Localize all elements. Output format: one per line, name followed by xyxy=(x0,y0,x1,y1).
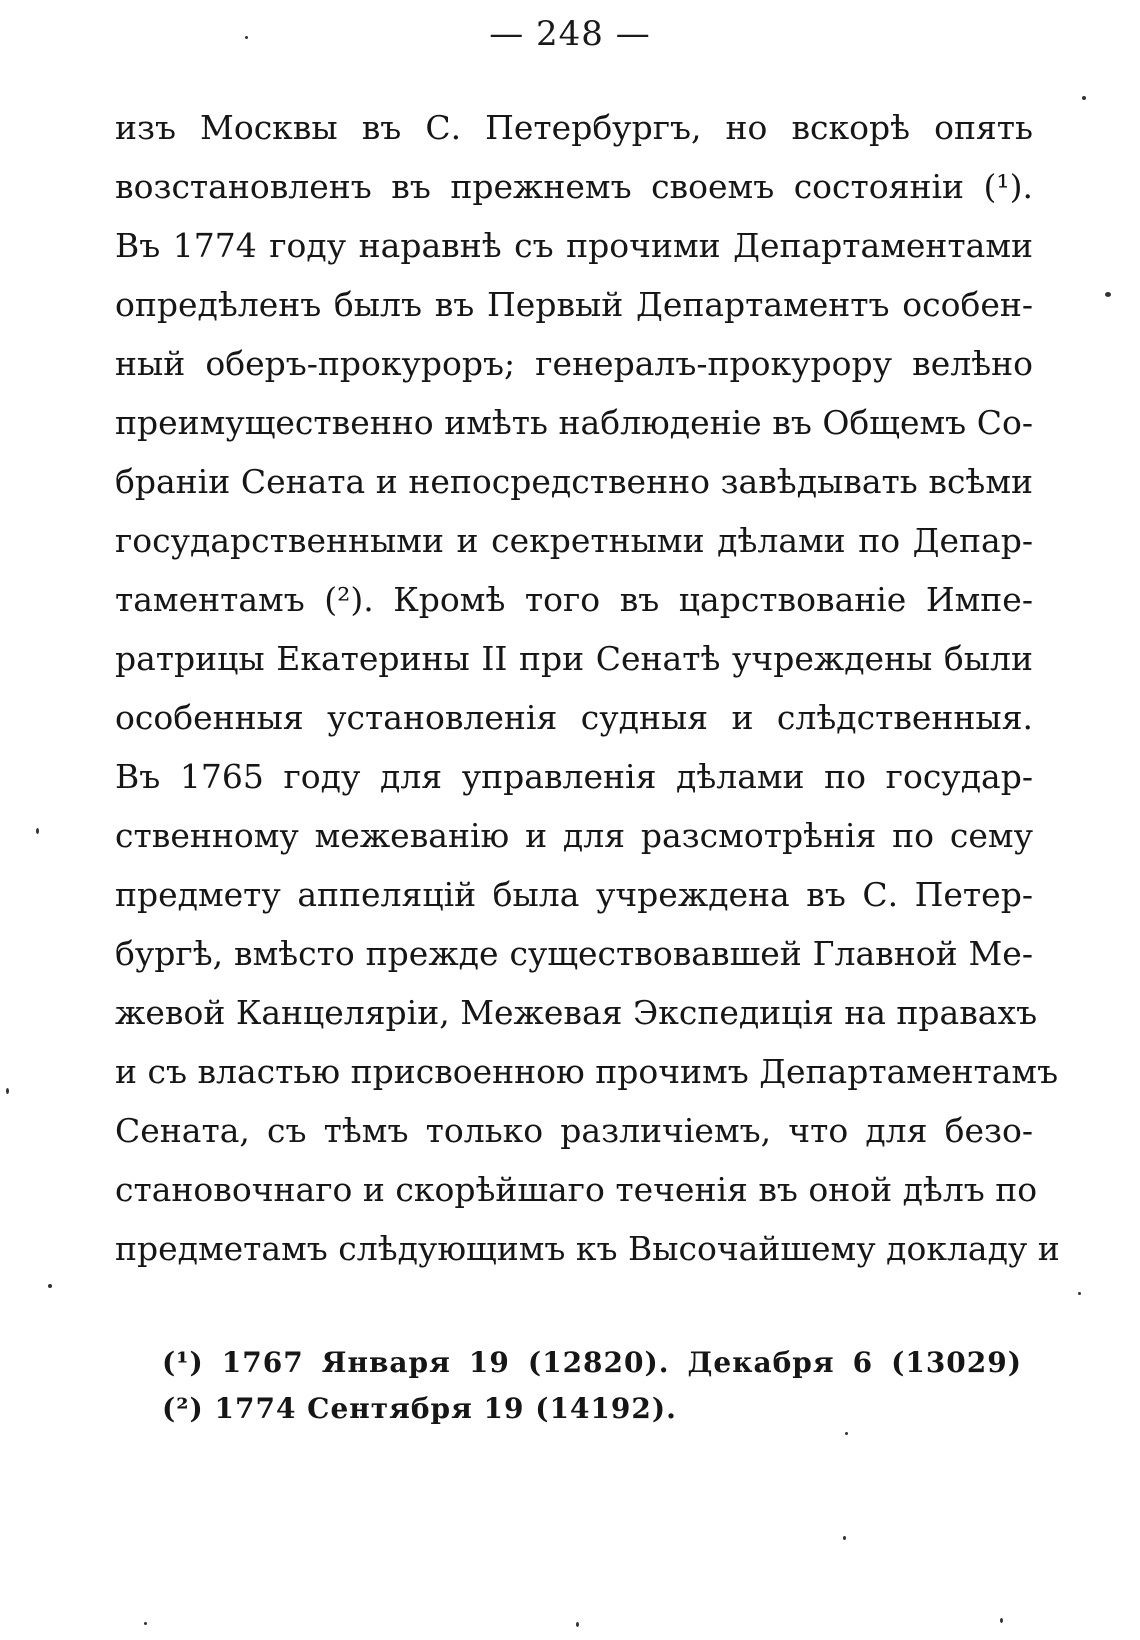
scan-speck xyxy=(245,36,248,39)
footnote-1: (¹) 1767 Января 19 (12820). Декабря 6 (13029) xyxy=(162,1346,1022,1379)
text-line: браніи Сената и непосредственно завѣдывать всѣми xyxy=(115,462,1033,501)
text-line: предметамъ слѣдующимъ къ Высочайшему докладу и xyxy=(115,1229,1060,1268)
text-line: Сената, съ тѣмъ только различіемъ, что для безо- xyxy=(115,1111,1033,1150)
text-line: ственному межеванію и для разсмотрѣнія по сему xyxy=(115,816,1033,855)
text-line: становочнаго и скорѣйшаго теченія въ оной дѣлъ по xyxy=(115,1170,1038,1209)
footnote-2: (²) 1774 Сентября 19 (14192). xyxy=(162,1392,677,1425)
scan-speck xyxy=(576,1622,579,1627)
body-text xyxy=(115,98,1060,1278)
page-number: — 248 — xyxy=(489,14,651,54)
scan-speck xyxy=(1105,292,1111,297)
text-line: жевой Канцеляріи, Межевая Экспедиція на правахъ xyxy=(115,993,1038,1032)
text-line: Въ 1774 году наравнѣ съ прочими Департаментами xyxy=(115,226,1033,265)
scan-speck xyxy=(843,1536,846,1540)
text-line: ный оберъ-прокуроръ; генералъ-прокурору велѣно xyxy=(115,344,1033,383)
scan-speck xyxy=(1078,1292,1081,1295)
text-line: возстановленъ въ прежнемъ своемъ состояніи (¹). xyxy=(115,167,1033,206)
text-line: предмету аппеляцій была учреждена въ С. Петер- xyxy=(115,875,1033,914)
text-line: опредѣленъ былъ въ Первый Департаментъ особен- xyxy=(115,285,1033,324)
scan-speck xyxy=(36,828,39,834)
text-line: бургѣ, вмѣсто прежде существовавшей Главной Ме- xyxy=(115,934,1033,973)
text-line: изъ Москвы въ С. Петербургъ, но вскорѣ опять xyxy=(115,108,1033,147)
text-line: ратрицы Екатерины II при Сенатѣ учреждены были xyxy=(115,639,1033,678)
scan-speck xyxy=(845,1432,848,1435)
scan-speck xyxy=(48,1284,52,1288)
text-line: и съ властью присвоенною прочимъ Департаментамъ xyxy=(115,1052,1059,1091)
text-line: преимущественно имѣть наблюденіе въ Общемъ Со- xyxy=(115,403,1033,442)
text-line: таментамъ (²). Кромѣ того въ царствованіе Импе- xyxy=(115,580,1033,619)
scan-speck xyxy=(144,1622,147,1625)
scan-speck xyxy=(1082,96,1086,100)
text-line: Въ 1765 году для управленія дѣлами по государ- xyxy=(115,757,1033,796)
scan-speck xyxy=(1000,1618,1003,1623)
text-line: государственными и секретными дѣлами по Депар- xyxy=(115,521,1033,560)
scan-speck xyxy=(6,1088,9,1094)
text-line: особенныя установленія судныя и слѣдственныя. xyxy=(115,698,1033,737)
footnotes xyxy=(162,1340,1042,1432)
